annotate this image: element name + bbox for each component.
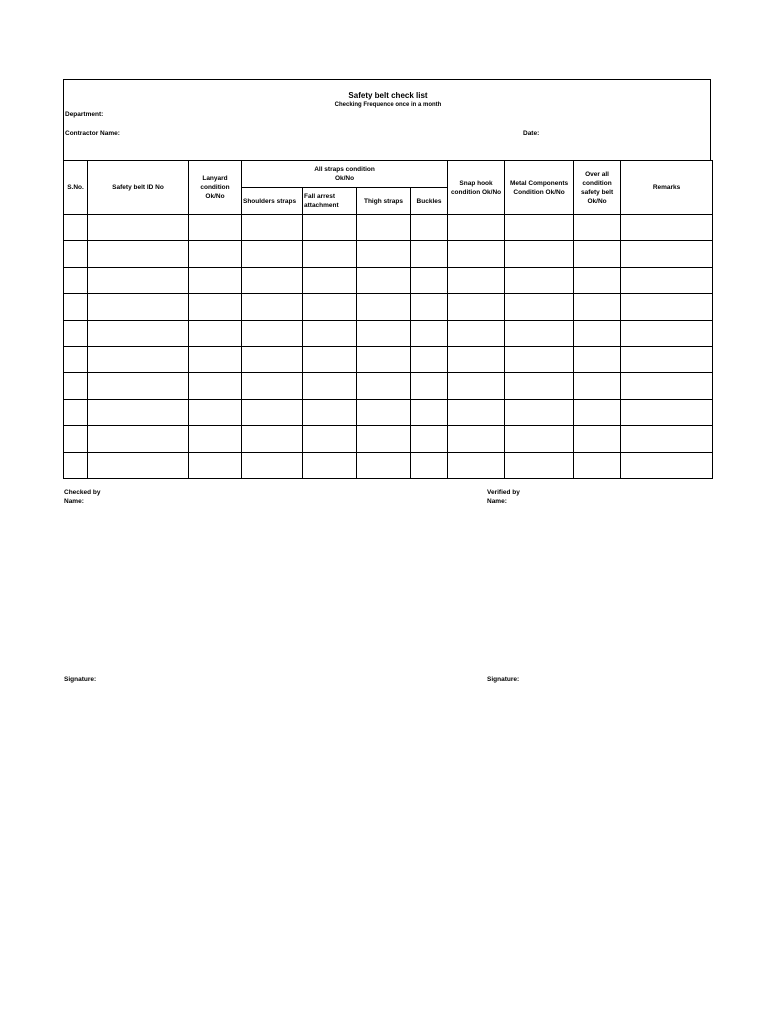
col-metal-components: Metal Components Condition Ok/No xyxy=(505,161,574,215)
table-cell[interactable] xyxy=(448,294,505,320)
table-cell[interactable] xyxy=(505,399,574,425)
table-cell[interactable] xyxy=(448,346,505,372)
table-cell[interactable] xyxy=(303,399,357,425)
contractor-name-label: Contractor Name: xyxy=(65,130,120,137)
table-cell[interactable] xyxy=(88,294,189,320)
table-cell[interactable] xyxy=(303,241,357,267)
table-row xyxy=(64,426,713,452)
table-cell[interactable] xyxy=(64,267,88,293)
table-cell[interactable] xyxy=(621,399,713,425)
table-cell[interactable] xyxy=(242,241,303,267)
table-cell[interactable] xyxy=(574,426,621,452)
table-cell[interactable] xyxy=(357,426,411,452)
table-row xyxy=(64,399,713,425)
table-cell[interactable] xyxy=(411,215,448,241)
department-label: Department: xyxy=(65,111,104,118)
table-cell[interactable] xyxy=(64,399,88,425)
table-cell[interactable] xyxy=(621,267,713,293)
table-cell[interactable] xyxy=(242,399,303,425)
table-cell[interactable] xyxy=(621,373,713,399)
table-cell[interactable] xyxy=(64,215,88,241)
table-row xyxy=(64,346,713,372)
table-cell[interactable] xyxy=(411,267,448,293)
table-cell[interactable] xyxy=(621,241,713,267)
table-cell[interactable] xyxy=(64,426,88,452)
table-cell[interactable] xyxy=(411,241,448,267)
table-cell[interactable] xyxy=(621,346,713,372)
table-row xyxy=(64,320,713,346)
table-header-row xyxy=(64,161,713,188)
table-cell[interactable] xyxy=(88,399,189,425)
table-cell[interactable] xyxy=(505,373,574,399)
checked-by-label: Checked by xyxy=(64,489,101,496)
table-cell[interactable] xyxy=(574,294,621,320)
table-cell[interactable] xyxy=(242,373,303,399)
verified-by-label: Verified by xyxy=(487,489,520,496)
table-cell[interactable] xyxy=(189,373,242,399)
table-cell[interactable] xyxy=(303,346,357,372)
table-cell[interactable] xyxy=(303,294,357,320)
verified-by-block xyxy=(487,488,520,506)
table-cell[interactable] xyxy=(303,373,357,399)
col-shoulders: Shoulders straps xyxy=(242,188,303,215)
col-belt-id: Safety belt ID No xyxy=(88,161,189,215)
table-cell[interactable] xyxy=(621,426,713,452)
checked-by-block xyxy=(64,488,101,506)
table-cell[interactable] xyxy=(357,373,411,399)
table-cell[interactable] xyxy=(357,267,411,293)
straps-group-status: Ok/No xyxy=(334,175,355,182)
table-cell[interactable] xyxy=(574,346,621,372)
table-row xyxy=(64,373,713,399)
table-cell[interactable] xyxy=(357,215,411,241)
table-cell[interactable] xyxy=(64,373,88,399)
table-cell[interactable] xyxy=(189,294,242,320)
signature-right-label: Signature: xyxy=(487,676,520,683)
table-cell[interactable] xyxy=(303,267,357,293)
table-cell[interactable] xyxy=(411,426,448,452)
checked-by-name-label: Name: xyxy=(64,498,84,505)
table-cell[interactable] xyxy=(189,452,242,478)
table-cell[interactable] xyxy=(357,241,411,267)
table-cell[interactable] xyxy=(574,241,621,267)
table-cell[interactable] xyxy=(242,426,303,452)
form-title: Safety belt check list xyxy=(348,91,428,100)
table-cell[interactable] xyxy=(189,320,242,346)
table-cell[interactable] xyxy=(303,320,357,346)
table-row xyxy=(64,215,713,241)
table-cell[interactable] xyxy=(357,294,411,320)
table-cell[interactable] xyxy=(411,399,448,425)
table-cell[interactable] xyxy=(189,215,242,241)
table-cell[interactable] xyxy=(411,320,448,346)
table-cell[interactable] xyxy=(88,215,189,241)
col-remarks: Remarks xyxy=(621,161,713,215)
table-cell[interactable] xyxy=(448,267,505,293)
table-cell[interactable] xyxy=(574,215,621,241)
table-cell[interactable] xyxy=(88,241,189,267)
col-overall: Over all condition safety belt Ok/No xyxy=(574,161,621,215)
col-fall-arrest: Fall arrest attachment xyxy=(303,188,357,215)
table-cell[interactable] xyxy=(242,215,303,241)
table-cell[interactable] xyxy=(574,267,621,293)
table-cell[interactable] xyxy=(448,241,505,267)
table-row xyxy=(64,452,713,478)
table-cell[interactable] xyxy=(411,294,448,320)
table-cell[interactable] xyxy=(303,452,357,478)
table-cell[interactable] xyxy=(505,294,574,320)
table-cell[interactable] xyxy=(242,267,303,293)
table-cell[interactable] xyxy=(64,294,88,320)
table-cell[interactable] xyxy=(621,320,713,346)
table-cell[interactable] xyxy=(189,267,242,293)
col-buckles: Buckles xyxy=(411,188,448,215)
table-cell[interactable] xyxy=(303,426,357,452)
table-cell[interactable] xyxy=(411,373,448,399)
table-cell[interactable] xyxy=(64,452,88,478)
table-cell[interactable] xyxy=(448,215,505,241)
table-cell[interactable] xyxy=(357,346,411,372)
table-cell[interactable] xyxy=(621,294,713,320)
table-cell[interactable] xyxy=(88,373,189,399)
table-cell[interactable] xyxy=(505,267,574,293)
table-cell[interactable] xyxy=(574,320,621,346)
table-cell[interactable] xyxy=(448,320,505,346)
table-cell[interactable] xyxy=(448,399,505,425)
table-cell[interactable] xyxy=(64,320,88,346)
col-lanyard: Lanyard condition Ok/No xyxy=(189,161,242,215)
table-body xyxy=(64,215,713,479)
table-cell[interactable] xyxy=(357,320,411,346)
table-cell[interactable] xyxy=(505,346,574,372)
table-cell[interactable] xyxy=(64,241,88,267)
table-cell[interactable] xyxy=(189,426,242,452)
table-row xyxy=(64,294,713,320)
checklist-table xyxy=(63,160,713,479)
table-cell[interactable] xyxy=(189,399,242,425)
col-snap-hook: Snap hook condition Ok/No xyxy=(448,161,505,215)
table-cell[interactable] xyxy=(242,294,303,320)
table-cell[interactable] xyxy=(505,215,574,241)
straps-group-title: All straps condition xyxy=(314,166,375,173)
table-cell[interactable] xyxy=(303,215,357,241)
date-label: Date: xyxy=(523,130,540,137)
col-straps-group xyxy=(242,161,448,188)
col-thigh: Thigh straps xyxy=(357,188,411,215)
verified-by-name-label: Name: xyxy=(487,498,507,505)
table-cell[interactable] xyxy=(242,452,303,478)
table-cell[interactable] xyxy=(505,241,574,267)
table-cell[interactable] xyxy=(88,320,189,346)
table-cell[interactable] xyxy=(88,346,189,372)
table-cell[interactable] xyxy=(189,346,242,372)
table-cell[interactable] xyxy=(505,426,574,452)
table-cell[interactable] xyxy=(621,452,713,478)
table-cell[interactable] xyxy=(411,452,448,478)
form-subtitle: Checking Frequence once in a month xyxy=(334,102,442,108)
table-cell[interactable] xyxy=(574,373,621,399)
table-cell[interactable] xyxy=(88,426,189,452)
col-sno: S.No. xyxy=(64,161,88,215)
form-header xyxy=(63,79,711,160)
table-cell[interactable] xyxy=(505,452,574,478)
table-cell[interactable] xyxy=(505,320,574,346)
table-cell[interactable] xyxy=(242,320,303,346)
table-cell[interactable] xyxy=(574,452,621,478)
table-cell[interactable] xyxy=(621,215,713,241)
table-row xyxy=(64,267,713,293)
table-cell[interactable] xyxy=(357,399,411,425)
table-row xyxy=(64,241,713,267)
table-cell[interactable] xyxy=(88,267,189,293)
table-cell[interactable] xyxy=(189,241,242,267)
table-cell[interactable] xyxy=(574,399,621,425)
table-cell[interactable] xyxy=(242,346,303,372)
table-cell[interactable] xyxy=(448,452,505,478)
table-cell[interactable] xyxy=(411,346,448,372)
table-cell[interactable] xyxy=(64,346,88,372)
table-cell[interactable] xyxy=(448,426,505,452)
table-cell[interactable] xyxy=(88,452,189,478)
signature-left-label: Signature: xyxy=(64,676,97,683)
table-cell[interactable] xyxy=(448,373,505,399)
table-cell[interactable] xyxy=(357,452,411,478)
